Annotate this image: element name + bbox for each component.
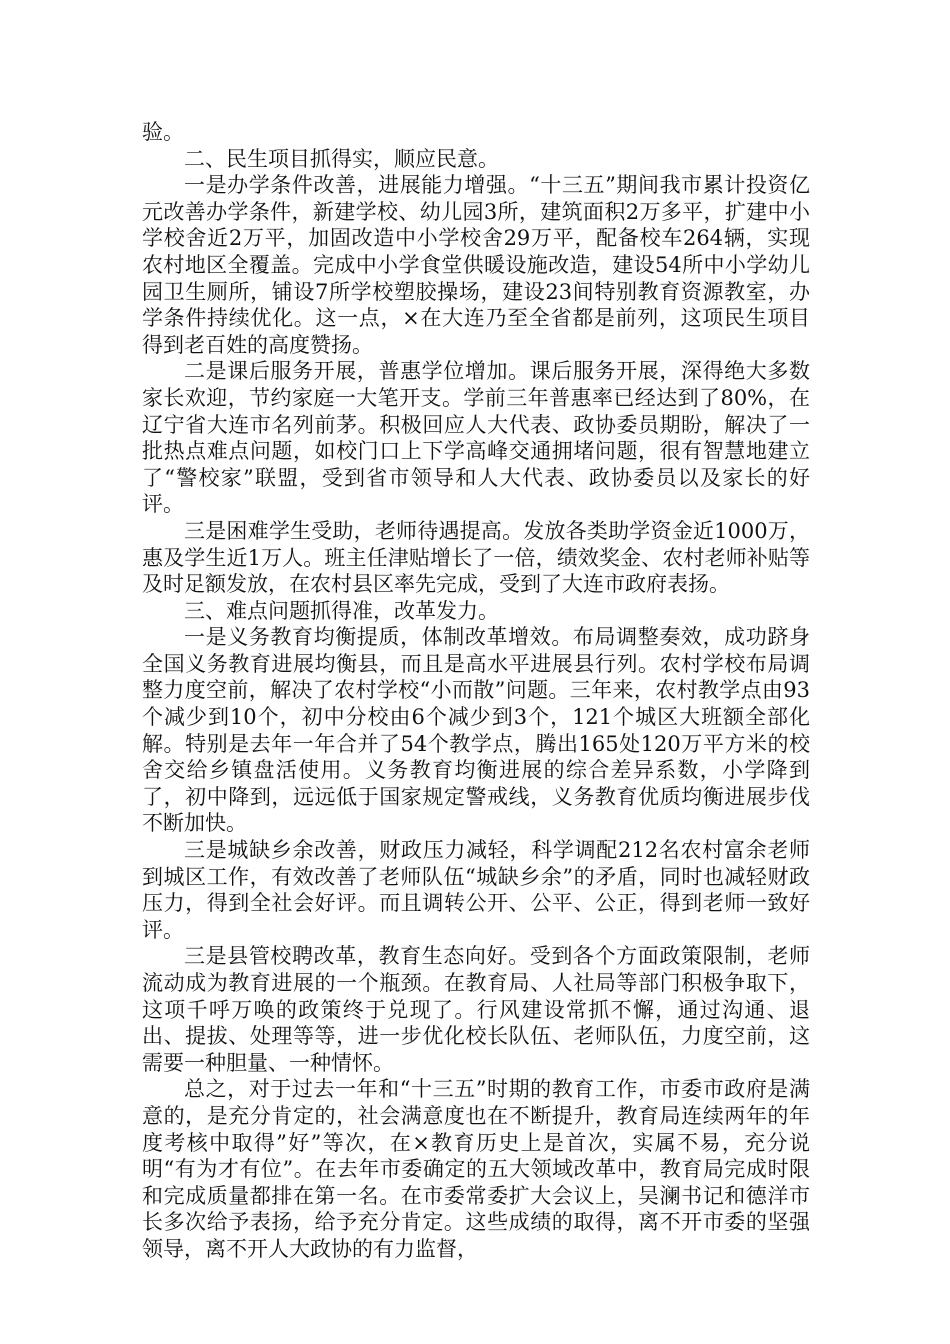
section-heading-reform: 三、难点问题抓得准，改革发力。 [184,598,499,623]
paragraph-continuation: 验。 [142,120,184,144]
document-body [142,119,810,1263]
paragraph-teacher-allocation: 三是城缺乡余改善，财政压力减轻，科学调配212名农村富余老师到城区工作，有效改善了老师队伍“城缺乡余”的矛盾，同时也减轻财政压力，得到全社会好评。而且调转公开、公平、公正，得到老师一致好评。 [142,838,810,942]
paragraph-student-aid: 三是困难学生受助，老师待遇提高。发放各类助学资金近1000万，惠及学生近1万人。班主任津贴增长了一倍，绩效奖金、农村老师补贴等及时足额发放，在农村县区率先完成，受到了大连市政府表扬。 [142,518,810,597]
paragraph-school-conditions: 一是办学条件改善，进展能力增强。“十三五”期间我市累计投资亿元改善办学条件，新建学校、幼儿园3所，建筑面积2万多平，扩建中小学校舍近2万平，加固改造中小学校舍29万平，配备校车264辆，实现农村地区全覆盖。完成中小学食堂供暖设施改造，建设54所中小学幼儿园卫生厕所，铺设7所学校塑胶操场，建设23间特别教育资源教室，办学条件持续优化。这一点，×在大连乃至全省都是前列，这项民生项目得到老百姓的高度赞扬。 [142,173,810,357]
paragraph-county-management: 三是县管校聘改革，教育生态向好。受到各个方面政策限制，老师流动成为教育进展的一个瓶颈。在教育局、人社局等部门积极争取下，这项千呼万唤的政策终于兑现了。行风建设常抓不懈，通过沟通、退出、提拔、处理等等，进一步优化校长队伍、老师队伍，力度空前，这需要一种胆量、一种情怀。 [142,944,810,1075]
paragraph-compulsory-education: 一是义务教育均衡提质，体制改革增效。布局调整奏效，成功跻身全国义务教育进展均衡县，而且是高水平进展县行列。农村学校布局调整力度空前，解决了农村学校“小而散”问题。三年来，农村教学点由93个减少到10个，初中分校由6个减少到3个，121个城区大班额全部化解。特别是去年一年合并了54个教学点，腾出165处120万平方米的校舍交给乡镇盘活使用。义务教育均衡进展的综合差异系数，小学降到了，初中降到，远远低于国家规定警戒线，义务教育优质均衡进展步伐不断加快。 [142,625,810,836]
section-heading-livelihood: 二、民生项目抓得实，顺应民意。 [184,146,499,171]
paragraph-after-school-service: 二是课后服务开展，普惠学位增加。课后服务开展，深得绝大多数家长欢迎，节约家庭一大笔开支。学前三年普惠率已经达到了80%，在辽宁省大连市名列前茅。积极回应人大代表、政协委员期盼，解决了一批热点难点问题，如校门口上下学高峰交通拥堵问题，很有智慧地建立了“警校家”联盟，受到省市领导和人大代表、政协委员以及家长的好评。 [142,359,810,517]
paragraph-summary: 总之，对于过去一年和“十三五”时期的教育工作，市委市政府是满意的，是充分肯定的，社会满意度也在不断提升，教育局连续两年的年度考核中取得”好”等次，在×教育历史上是首次，实属不易，充分说明“有为才有位”。在去年市委确定的五大领域改革中，教育局完成时限和完成质量都排在第一名。在市委常委扩大会议上，吴澜书记和德洋市长多次给予表扬，给予充分肯定。这些成绩的取得，离不开市委的坚强领导，离不开人大政协的有力监督， [142,1077,810,1261]
